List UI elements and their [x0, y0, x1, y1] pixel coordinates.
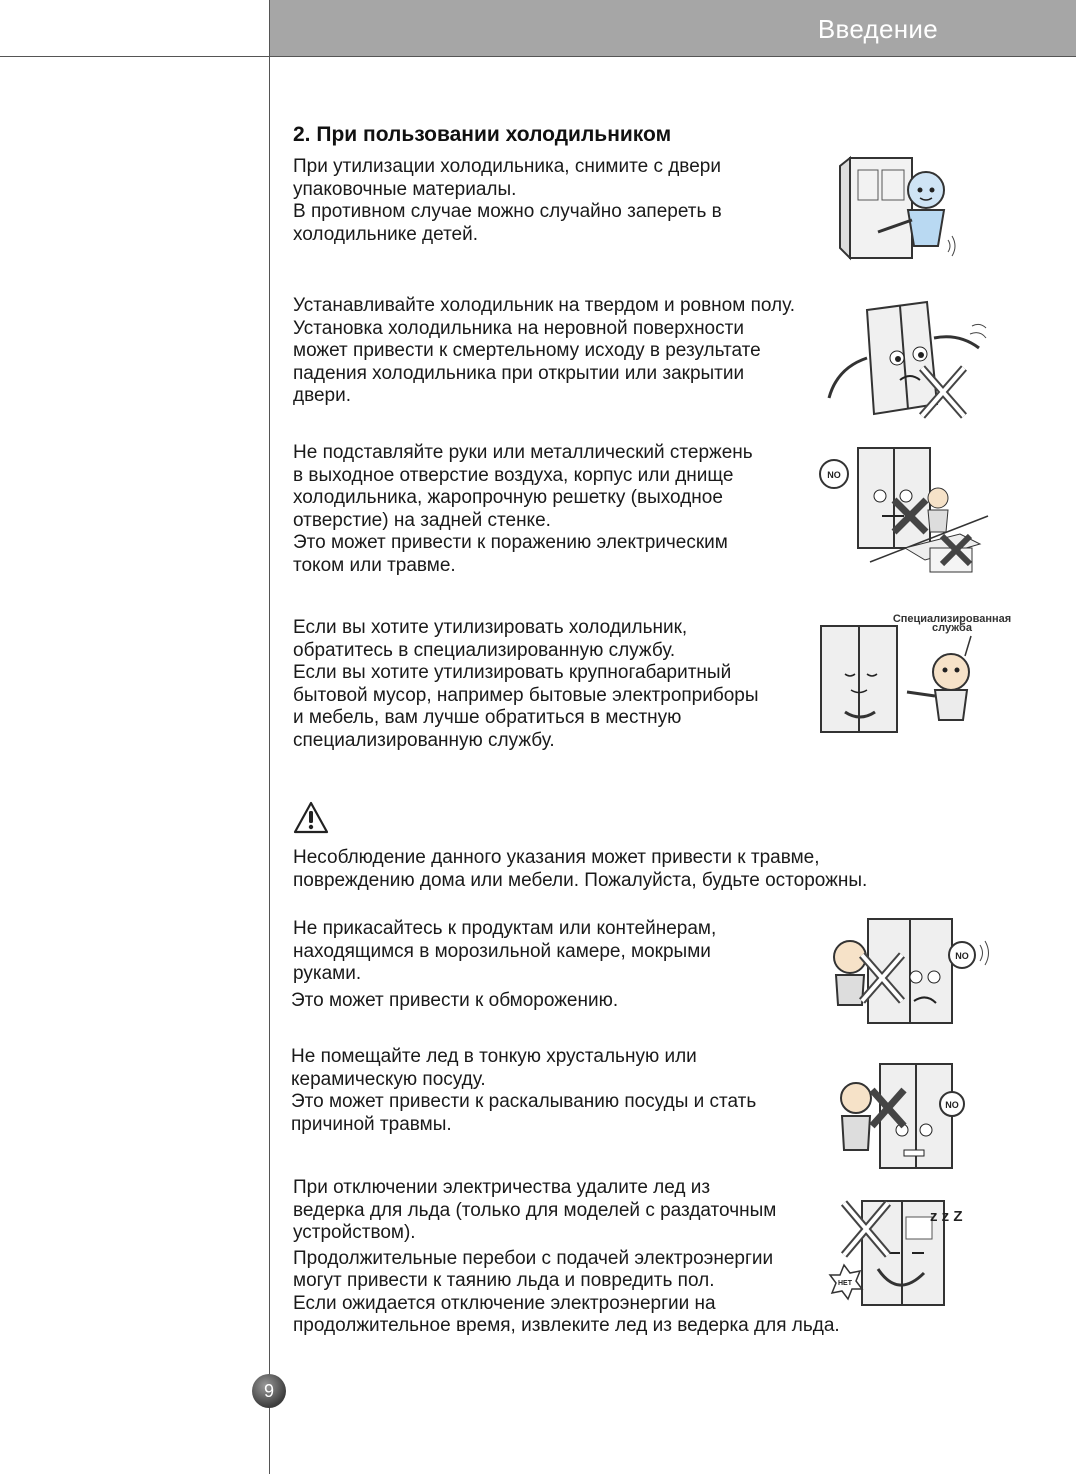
text-line: упаковочные материалы.	[293, 178, 517, 200]
text-line: и мебель, вам лучше обратиться в местную	[293, 707, 682, 728]
text-line: током или травме.	[293, 554, 456, 576]
disposal-service-illustration	[815, 622, 995, 737]
text-line: Это может привести к раскалыванию посуды и стать	[291, 1091, 757, 1112]
text-line: Это может привести к обморожению.	[291, 989, 619, 1011]
paragraph-packaging	[293, 156, 722, 246]
text-line: ведерка для льда (только для моделей с раздаточным	[293, 1199, 777, 1221]
text-line: обратитесь в специализированную службу.	[293, 639, 676, 661]
service-label-line: Специализированная	[892, 613, 1012, 625]
text-line: специализированную службу.	[293, 729, 555, 751]
paragraph-wet-hands	[293, 918, 716, 1012]
text-line: причиной травмы.	[291, 1113, 452, 1135]
section-title: 2. При пользовании холодильником	[293, 123, 672, 146]
paragraph-ice-glassware	[291, 1046, 756, 1136]
margin-divider	[269, 0, 270, 1474]
text-line: двери.	[293, 385, 351, 406]
no-label: NO	[827, 470, 841, 480]
net-label: НЕТ	[838, 1280, 852, 1287]
text-line: Если ожидается отключение электроэнергии на	[293, 1292, 716, 1314]
text-line: падения холодильника при открытии или закрытии	[293, 362, 745, 384]
text-line: отверстие) на задней стенке.	[293, 509, 551, 531]
text-line: продолжительное время, извлеките лед из ведерка для льда.	[293, 1315, 840, 1336]
text-line: бытовой мусор, например бытовые электроприборы	[293, 684, 759, 706]
text-line: повреждению дома или мебели. Пожалуйста, будьте осторожны.	[293, 869, 868, 891]
text-line: холодильника, жаропрочную решетку (выходное	[293, 487, 723, 508]
header-divider	[0, 56, 1076, 57]
air-outlet-warning-illustration	[810, 440, 995, 580]
tilting-fridge-illustration	[822, 298, 990, 423]
text-line: руками.	[293, 963, 362, 984]
no-label: NO	[945, 1100, 959, 1110]
text-line: холодильнике детей.	[293, 223, 479, 245]
page-number: 9	[252, 1374, 286, 1408]
no-label: NO	[955, 951, 969, 961]
paragraph-caution	[293, 847, 867, 892]
text-line: Устанавливайте холодильник на твердом и ровном полу.	[293, 295, 795, 316]
text-line: керамическую посуду.	[291, 1068, 486, 1090]
zzz-label: z z Z	[930, 1208, 963, 1225]
text-line: может привести к смертельному исходу в результате	[293, 340, 761, 361]
text-line: Не помещайте лед в тонкую хрустальную или	[291, 1046, 697, 1067]
wet-hands-illustration	[822, 915, 994, 1030]
text-line: Установка холодильника на неровной поверхности	[293, 317, 744, 339]
power-outage-illustration	[828, 1195, 973, 1315]
text-line: Продолжительные перебои с подачей электроэнергии	[293, 1247, 774, 1269]
text-line: в выходное отверстие воздуха, корпус или днище	[293, 464, 734, 486]
header-title: Введение	[817, 14, 938, 44]
ice-glassware-illustration	[830, 1060, 970, 1175]
text-line: При утилизации холодильника, снимите с двери	[293, 156, 721, 177]
text-line: могут привести к таянию льда и повредить пол.	[293, 1270, 715, 1291]
text-line: Не прикасайтесь к продуктам или контейнерам,	[293, 918, 717, 939]
child-fridge-illustration	[838, 150, 956, 275]
warning-icon	[292, 800, 330, 836]
paragraph-disposal	[293, 617, 759, 752]
header-bar	[270, 0, 1076, 56]
text-line: находящимся в морозильной камере, мокрыми	[293, 940, 711, 962]
text-line: Несоблюдение данного указания может привести к травме,	[293, 847, 820, 868]
text-line: Если вы хотите утилизировать холодильник,	[293, 617, 688, 638]
service-label-line: служба	[932, 622, 972, 634]
paragraph-air-outlet	[293, 442, 753, 577]
text-line: устройством).	[293, 1222, 416, 1243]
text-line: Это может привести к поражению электрическим	[293, 532, 728, 553]
paragraph-floor	[293, 295, 795, 408]
text-line: В противном случае можно случайно запереть в	[293, 201, 722, 222]
text-line: Не подставляйте руки или металлический стержень	[293, 442, 753, 463]
paragraph-power-outage	[293, 1177, 840, 1338]
text-line: При отключении электричества удалите лед из	[293, 1177, 711, 1198]
text-line: Если вы хотите утилизировать крупногабаритный	[293, 662, 732, 683]
